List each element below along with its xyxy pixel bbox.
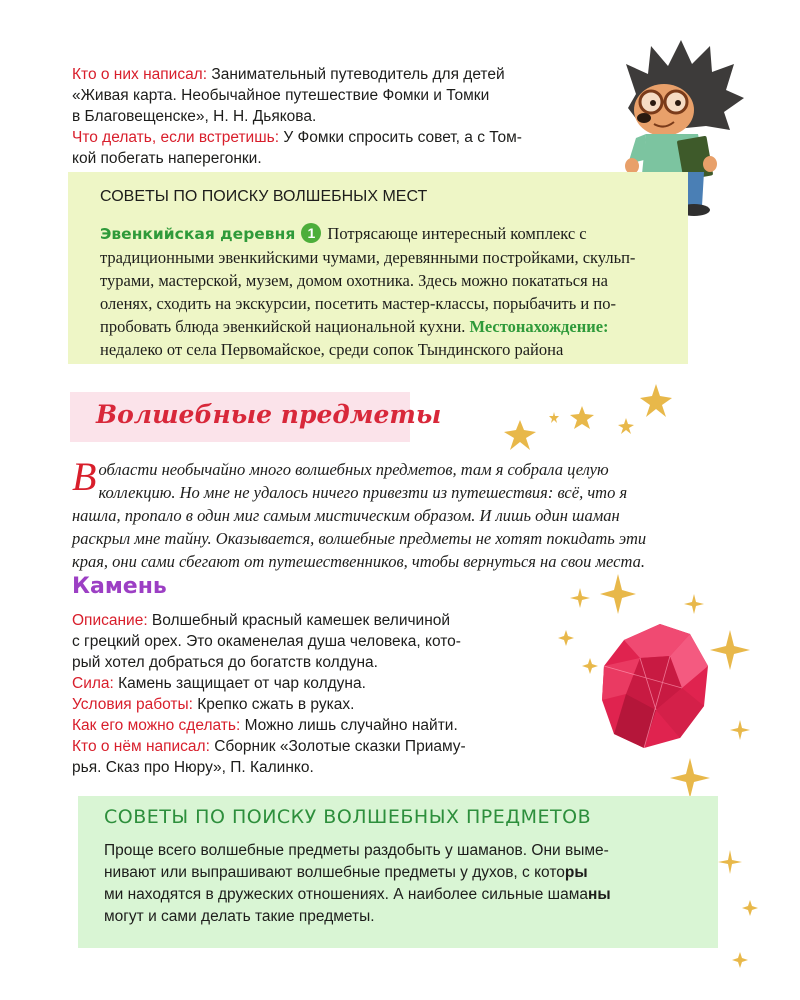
- items-tips-title: СОВЕТЫ ПО ПОИСКУ ВОЛШЕБНЫХ ПРЕДМЕТОВ: [104, 806, 592, 828]
- place-name: Эвенкийская деревня: [100, 225, 296, 243]
- intro-who-text-2: «Живая карта. Необычайное путешествие Фомки и Томки: [72, 87, 490, 104]
- stone-desc-3: рый хотел добраться до богатств колдуна.: [72, 654, 378, 671]
- stone-description: [72, 610, 532, 778]
- place-line-5: пробовать блюда эвенкийской национальной кухни.: [100, 317, 466, 336]
- place-line-1: Потрясающе интересный комплекс с: [327, 224, 587, 243]
- intro-who-text-3: в Благовещенске», Н. Н. Дьякова.: [72, 108, 317, 125]
- items-line-3b: ны: [587, 886, 611, 903]
- stone-power-text: Камень защищает от чар колдуна.: [113, 675, 366, 692]
- stone-power-label: Сила:: [72, 675, 114, 692]
- intro-who-label: Кто о них написал:: [72, 66, 208, 83]
- places-tips-body: [100, 222, 680, 361]
- stone-who-2: рья. Сказ про Нюру», П. Калинко.: [72, 759, 314, 776]
- place-line-4: оленях, сходить на экскурсии, посетить мастер-классы, порыбачить и по-: [100, 294, 616, 313]
- place-line-2: традиционными эвенкийскими чумами, деревянными постройками, скульп-: [100, 248, 636, 267]
- stone-cond-text: Крепко сжать в руках.: [192, 696, 355, 713]
- stone-desc-label: Описание:: [72, 612, 148, 629]
- stars-decoration-top: [484, 378, 684, 458]
- intro-who-text: Занимательный путеводитель для детей: [207, 66, 505, 83]
- stone-desc-2: с грецкий орех. Это окаменелая душа человека, кото-: [72, 633, 461, 650]
- paragraph-dropcap: В: [72, 454, 97, 499]
- paragraph-line-5: края, они сами сбегают от путешественников, чтобы вернуться на свои места.: [72, 552, 645, 571]
- red-stone-illustration: [540, 570, 770, 830]
- items-line-3: ми находятся в дружеских отношениях. А наиболее сильные шама: [104, 886, 588, 903]
- stone-cond-label: Условия работы:: [72, 696, 193, 713]
- items-tips-body: [104, 840, 704, 928]
- place-number-badge: 1: [301, 223, 321, 243]
- paragraph-line-1: области необычайно много волшебных предметов, там я собрала целую: [98, 460, 609, 479]
- paragraph-line-4: раскрыл мне тайну. Оказывается, волшебные предметы не хотят покидать эти: [72, 529, 647, 548]
- stone-who-label: Кто о нём написал:: [72, 738, 210, 755]
- intro-todo-label: Что делать, если встретишь:: [72, 129, 280, 146]
- intro-todo-text: У Фомки спросить совет, а с Том-: [279, 129, 522, 146]
- paragraph-line-3: нашла, пропало в один миг самым мистическим образом. И лишь один шаман: [72, 506, 620, 525]
- items-line-4: могут и сами делать такие предметы.: [104, 908, 375, 925]
- section-title: Волшебные предметы: [96, 400, 442, 429]
- stone-who-1: Сборник «Золотые сказки Приаму-: [209, 738, 466, 755]
- stone-desc-1: Волшебный красный камешек величиной: [147, 612, 451, 629]
- stone-make-label: Как его можно сделать:: [72, 717, 241, 734]
- place-line-3: турами, мастерской, музем, домом охотника. Здесь можно покататься на: [100, 271, 608, 290]
- intro-todo-text-2: кой побегать наперегонки.: [72, 150, 262, 167]
- items-line-1: Проще всего волшебные предметы раздобыть у шаманов. Они выме-: [104, 842, 609, 859]
- intro-block: [72, 64, 592, 169]
- stone-make-text: Можно лишь случайно найти.: [240, 717, 458, 734]
- places-tips-title: СОВЕТЫ ПО ПОИСКУ ВОЛШЕБНЫХ МЕСТ: [100, 188, 428, 205]
- section-paragraph: [72, 454, 702, 573]
- paragraph-line-2: коллекцию. Но мне не удалось ничего привезти из путешествия: всё, что я: [98, 483, 628, 502]
- items-line-2: нивают или выпрашивают волшебные предметы у духов, с кото: [104, 864, 565, 881]
- items-line-2b: ры: [564, 864, 588, 881]
- place-location-text: недалеко от села Первомайское, среди сопок Тындинского района: [100, 340, 564, 359]
- stone-title: Камень: [72, 574, 167, 599]
- place-location-label: Местонахождение:: [469, 317, 609, 336]
- stars-decoration-bottom: [700, 840, 780, 980]
